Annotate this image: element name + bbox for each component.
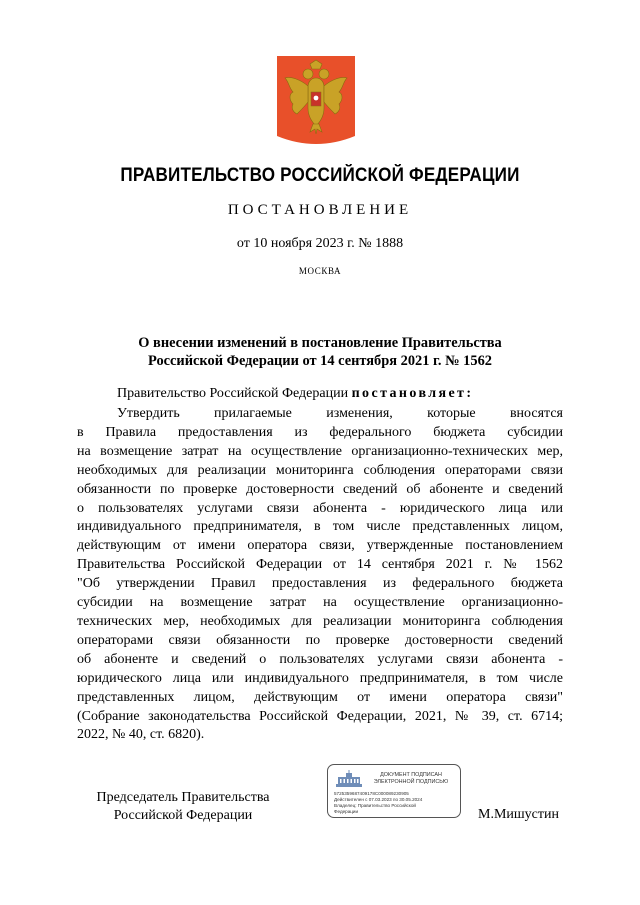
- body-line: Правительства Российской Федерации от 14 сентября 2021 г. № 1562: [77, 557, 563, 573]
- body-line: необходимых для реализации мониторинга соблюдения операторами связи: [77, 462, 563, 478]
- signatory-position: [78, 789, 288, 825]
- body-line: обязанности по проверке достоверности сведений об абоненте и сведений: [77, 481, 563, 497]
- government-title: ПРАВИТЕЛЬСТВО РОССИЙСКОЙ ФЕДЕРАЦИИ: [120, 165, 520, 186]
- subject-line: О внесении изменений в постановление Правительства: [138, 335, 502, 351]
- signatory-name: М.Мишустин: [478, 807, 559, 822]
- body-line: юридического лица или индивидуального предпринимателя, в том числе: [77, 670, 563, 686]
- body-line: (Собрание законодательства Российской Федерации, 2021, № 39, ст. 6714;: [77, 708, 563, 724]
- electronic-signature-stamp: [327, 764, 461, 818]
- government-building-icon: [334, 770, 364, 788]
- stamp-header-line: ЭЛЕКТРОННОЙ ПОДПИСЬЮ: [373, 779, 449, 785]
- city-name: МОСКВА: [298, 266, 342, 276]
- body-line: "Об утверждении Правил предоставления из федерального бюджета: [77, 576, 563, 592]
- body-line: индивидуального предпринимателя, в том числе представленных лицом,: [77, 519, 563, 535]
- body-line: операторами связи обязанности по проверке достоверности сведений: [77, 632, 563, 648]
- body-line: субсидии на возмещение затрат на осуществление организационно-: [77, 595, 563, 611]
- body-line: 2022, № 40, ст. 6820).: [77, 727, 205, 743]
- intro-prefix: Правительство Российской Федерации: [117, 386, 349, 401]
- stamp-details: [334, 791, 460, 815]
- document-subject: [0, 334, 640, 370]
- body-line: технических мер, необходимых для реализации мониторинга соблюдения: [77, 613, 563, 629]
- document-type: ПОСТАНОВЛЕНИЕ: [227, 202, 413, 218]
- body-line: в Правила предоставления из федерального бюджета субсидии: [77, 424, 563, 440]
- body-line: о пользователях услугами связи абонента - юридического лица или: [77, 500, 563, 516]
- certificate-owner: Владелец: Правительство Российской: [334, 803, 416, 808]
- body-line: об абоненте и сведений о пользователях услугами связи абонента -: [77, 651, 563, 667]
- stamp-header-line: ДОКУМЕНТ ПОДПИСАН: [380, 772, 442, 778]
- certificate-serial: 5725359687409178C000089230905: [334, 791, 409, 796]
- certificate-validity: Действителен с 07.03.2023 по 30.05.2024: [334, 797, 423, 802]
- resolution-intro: [117, 386, 473, 402]
- position-line: Председатель Правительства: [96, 790, 270, 805]
- body-line: действующим от имени оператора связи, утвержденные постановлением: [77, 538, 563, 554]
- intro-verb: постановляет:: [351, 386, 474, 401]
- document-date-number: от 10 ноября 2023 г. № 1888: [236, 236, 404, 251]
- body-line: Утвердить прилагаемые изменения, которые вносятся: [117, 406, 563, 421]
- subject-line: Российской Федерации от 14 сентября 2021 г. № 1562: [148, 353, 492, 369]
- certificate-owner: Федерации: [334, 809, 359, 814]
- stamp-header: [366, 772, 456, 786]
- body-line: представленных лицом, действующим от имени оператора связи": [77, 689, 563, 705]
- resolution-body: [77, 405, 563, 745]
- coat-of-arms-emblem: [277, 56, 355, 146]
- position-line: Российской Федерации: [113, 808, 253, 823]
- body-line: на возмещение затрат на осуществление организационно-технических мер,: [77, 443, 563, 459]
